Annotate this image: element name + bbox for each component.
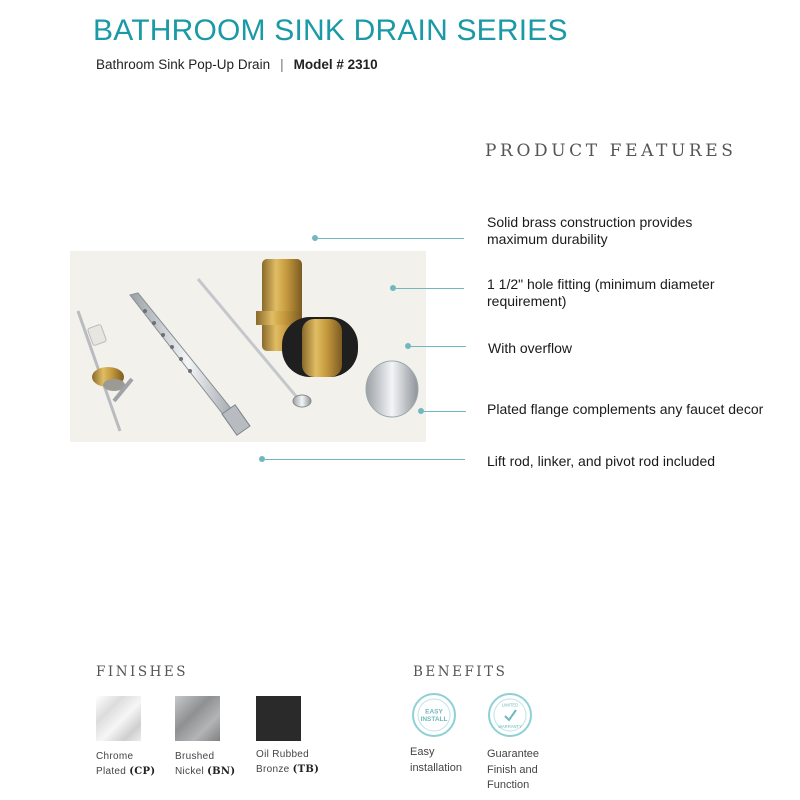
feature-2-text: 1 1/2" hole fitting (minimum diameter requirement) [487,276,715,309]
product-name: Bathroom Sink Pop-Up Drain [96,57,271,72]
model-number: Model # 2310 [293,57,378,72]
feature-5-text: Lift rod, linker, and pivot rod included [487,453,716,469]
feature-1-text: Solid brass construction provides maximum durability [487,214,693,247]
page-title: BATHROOM SINK DRAIN SERIES [93,14,568,47]
oil-rubbed-bronze-swatch [256,696,301,741]
chrome-label: Chrome Plated (CP) [96,751,156,777]
feature-4-leader [424,411,466,412]
easy-install-icon [412,693,456,737]
drain-parts-illustration [70,251,426,442]
page-subtitle [96,57,378,72]
brushed-nickel-label: Brushed Nickel (BN) [175,751,236,777]
subtitle-separator: | [280,57,284,72]
svg-text:EASY: EASY [425,708,443,716]
svg-text:INSTALL: INSTALL [420,716,448,723]
feature-3-text: With overflow [488,340,573,356]
guarantee-label: Guarantee Finish and Function [487,748,539,791]
chrome-swatch [96,696,141,741]
svg-text:LIMITED: LIMITED [501,702,519,708]
limited-warranty-icon [488,693,532,737]
product-features-heading: PRODUCT FEATURES [485,141,737,161]
oil-rubbed-bronze-label: Oil Rubbed Bronze (TB) [256,749,320,775]
brushed-nickel-swatch [175,696,220,741]
feature-2-leader [396,288,464,289]
feature-1-leader [318,238,464,239]
product-photo [70,251,426,442]
svg-text:WARRANTY: WARRANTY [498,724,522,729]
feature-4-text: Plated flange complements any faucet decor [487,401,764,417]
feature-3-leader [411,346,466,347]
feature-5-leader [265,459,465,460]
benefits-heading: BENEFITS [413,664,508,680]
easy-installation-label: Easy installation [410,746,462,774]
finishes-heading: FINISHES [96,664,188,680]
